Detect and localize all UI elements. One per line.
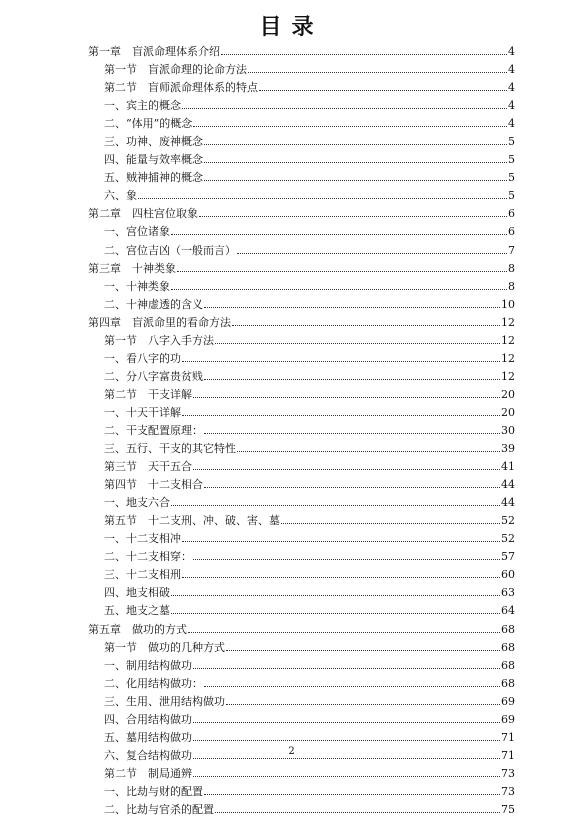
toc-entry-label: 第一节 盲派命理的论命方法: [104, 63, 247, 77]
toc-leader-dots: [221, 54, 507, 55]
toc-entry[interactable]: [0, 61, 583, 79]
toc-leader-dots: [204, 144, 507, 145]
toc-entry-row: [104, 61, 515, 79]
toc-entry[interactable]: [0, 43, 583, 61]
toc-entry[interactable]: [0, 205, 583, 223]
toc-leader-dots: [193, 776, 500, 777]
toc-entry[interactable]: [0, 350, 583, 368]
toc-entry[interactable]: [0, 566, 583, 584]
toc-entry-label: 六、象: [104, 189, 137, 203]
toc-entry-page: 12: [501, 315, 515, 329]
toc-leader-dots: [182, 577, 500, 578]
toc-entry-label: 六、复合结构做功: [104, 748, 192, 762]
toc-entry[interactable]: [0, 368, 583, 386]
toc-entry-page: 20: [501, 405, 515, 419]
toc-entry-label: 二、十二支相穿：: [104, 550, 192, 564]
toc-entry-page: 75: [501, 802, 515, 816]
toc-leader-dots: [281, 523, 500, 524]
toc-entry-row: [104, 801, 515, 819]
toc-entry[interactable]: [0, 223, 583, 241]
toc-entry-row: [104, 566, 515, 584]
toc-entry-row: [104, 494, 515, 512]
toc-entry-row: [104, 584, 515, 602]
toc-entry-page: 6: [508, 225, 515, 239]
toc-leader-dots: [204, 686, 500, 687]
toc-entry-label: 第一节 做功的几种方式: [104, 640, 225, 654]
toc-entry-label: 二、十神虚透的含义: [104, 297, 203, 311]
toc-entry-row: [88, 43, 515, 61]
toc-entry-label: 一、十天干详解: [104, 405, 181, 419]
toc-entry-page: 68: [501, 622, 515, 636]
toc-leader-dots: [204, 307, 500, 308]
toc-entry-page: 69: [501, 712, 515, 726]
toc-entry-page: 5: [508, 189, 515, 203]
toc-leader-dots: [177, 271, 507, 272]
toc-entry[interactable]: [0, 584, 583, 602]
toc-entry-row: [104, 151, 515, 169]
toc-leader-dots: [193, 722, 500, 723]
toc-leader-dots: [248, 72, 507, 73]
toc-entry-label: 二、宫位吉凶（一般而言）: [104, 243, 236, 257]
toc-entry-label: 五、地支之墓: [104, 604, 170, 618]
toc-entry-page: 6: [508, 207, 515, 221]
toc-entry-label: 二、比劫与官杀的配置: [104, 802, 214, 816]
toc-entry-page: 8: [508, 279, 515, 293]
toc-entry-row: [104, 476, 515, 494]
toc-entry[interactable]: [0, 79, 583, 97]
toc-entry-page: 71: [501, 730, 515, 744]
toc-entry-row: [104, 332, 515, 350]
toc-entry-row: [104, 512, 515, 530]
toc-entry-page: 68: [501, 658, 515, 672]
page-title: 目录: [259, 15, 324, 40]
toc-leader-dots: [226, 704, 500, 705]
toc-entry-label: 第一章 盲派命理体系介绍: [88, 45, 220, 58]
toc-leader-dots: [193, 469, 500, 470]
toc-entry[interactable]: [0, 169, 583, 187]
toc-entry[interactable]: [0, 332, 583, 350]
toc-entry-row: [104, 548, 515, 566]
toc-entry-row: [104, 350, 515, 368]
page-number: 2: [288, 746, 295, 757]
toc-entry-label: 第二节 盲师派命理体系的特点: [104, 81, 258, 95]
toc-entry-row: [104, 404, 515, 422]
toc-entry[interactable]: [0, 187, 583, 205]
toc-entry-label: 一、制用结构做功: [104, 658, 192, 672]
toc-entry-page: 4: [508, 63, 515, 77]
toc-entry[interactable]: [0, 765, 583, 783]
toc-entry[interactable]: [0, 783, 583, 801]
toc-entry-label: 一、十神类象: [104, 279, 170, 293]
toc-entry-row: [104, 368, 515, 386]
toc-entry-page: 57: [501, 550, 515, 564]
toc-entry[interactable]: [0, 115, 583, 133]
toc-entry[interactable]: [0, 548, 583, 566]
toc-entry-row: [104, 729, 515, 747]
toc-entry-row: [104, 440, 515, 458]
toc-entry[interactable]: [0, 278, 583, 296]
toc-entry-label: 一、十二支相冲: [104, 532, 181, 546]
toc-entry-page: 44: [501, 478, 515, 492]
toc-entry-label: 五、墓用结构做功: [104, 730, 192, 744]
toc-entry-row: [104, 223, 515, 241]
toc-entry[interactable]: [0, 729, 583, 747]
toc-entry-page: 12: [501, 333, 515, 347]
toc-entry-page: 12: [501, 351, 515, 365]
toc-entry-label: 一、看八字的功: [104, 351, 181, 365]
toc-entry-row: [104, 296, 515, 314]
toc-entry-row: [88, 260, 515, 278]
toc-entry-page: 63: [501, 586, 515, 600]
toc-leader-dots: [171, 595, 500, 596]
toc-entry-label: 二、干支配置原理：: [104, 423, 203, 437]
toc-leader-dots: [182, 361, 500, 362]
toc-entry-label: 三、功神、废神概念: [104, 135, 203, 149]
toc-entry-row: [88, 621, 515, 639]
toc-entry-label: 四、合用结构做功: [104, 712, 192, 726]
toc-leader-dots: [193, 397, 500, 398]
toc-leader-dots: [171, 289, 507, 290]
toc-entry[interactable]: [0, 621, 583, 639]
toc-entry-page: 73: [501, 766, 515, 780]
toc-leader-dots: [182, 415, 500, 416]
toc-entry-row: [88, 205, 515, 223]
toc-entry[interactable]: [0, 639, 583, 657]
toc-leader-dots: [138, 198, 507, 199]
toc-entry-row: [104, 79, 515, 97]
toc-leader-dots: [193, 126, 507, 127]
toc-entry-page: 71: [501, 748, 515, 762]
toc-entry[interactable]: [0, 801, 583, 819]
toc-entry-page: 64: [501, 604, 515, 618]
toc-entry-page: 4: [508, 81, 515, 95]
toc-entry-page: 52: [501, 514, 515, 528]
toc-entry-label: 第二章 四柱宫位取象: [88, 207, 198, 221]
toc-entry-label: 二、化用结构做功：: [104, 676, 203, 690]
toc-entry-row: [104, 675, 515, 693]
toc-entry-label: 第五章 做功的方式: [88, 622, 187, 636]
toc-leader-dots: [204, 487, 500, 488]
toc-leader-dots: [237, 253, 507, 254]
toc-entry[interactable]: [0, 386, 583, 404]
toc-entry[interactable]: [0, 422, 583, 440]
toc-entry[interactable]: [0, 711, 583, 729]
toc-entry-row: [104, 242, 515, 260]
toc-leader-dots: [193, 668, 500, 669]
toc-entry-label: 第三节 天干五合: [104, 460, 192, 474]
toc-leader-dots: [204, 379, 500, 380]
toc-entry-label: 三、十二支相刑: [104, 568, 181, 582]
toc-entry[interactable]: [0, 476, 583, 494]
toc-entry-row: [104, 278, 515, 296]
toc-entry[interactable]: [0, 133, 583, 151]
toc-entry-page: 68: [501, 640, 515, 654]
toc-entry-row: [104, 422, 515, 440]
toc-entry[interactable]: [0, 314, 583, 332]
toc-leader-dots: [232, 325, 500, 326]
toc-entry-page: 4: [508, 117, 515, 131]
toc-entry-label: 四、地支相破: [104, 586, 170, 600]
toc-entry[interactable]: [0, 440, 583, 458]
toc-entry[interactable]: [0, 404, 583, 422]
toc-entry-page: 12: [501, 369, 515, 383]
toc-entry-page: 7: [508, 243, 515, 257]
toc-entry-page: 4: [508, 99, 515, 113]
toc-entry-row: [104, 133, 515, 151]
toc-entry[interactable]: [0, 458, 583, 476]
toc-entry-page: 44: [501, 496, 515, 510]
toc-entry-row: [104, 169, 515, 187]
toc-leader-dots: [226, 650, 500, 651]
toc-entry-page: 8: [508, 261, 515, 275]
toc-entry[interactable]: [0, 530, 583, 548]
toc-entry-page: 60: [501, 568, 515, 582]
toc-entry-page: 73: [501, 784, 515, 798]
toc-leader-dots: [259, 90, 507, 91]
toc-entry-row: [104, 602, 515, 620]
toc-entry-row: [104, 765, 515, 783]
toc-entry[interactable]: [0, 242, 583, 260]
toc-entry[interactable]: [0, 675, 583, 693]
toc-entry-row: [104, 115, 515, 133]
toc-entry-page: 39: [501, 442, 515, 456]
toc-entry-page: 10: [501, 297, 515, 311]
toc-entry-page: 68: [501, 676, 515, 690]
toc-entry-page: 5: [508, 135, 515, 149]
toc-leader-dots: [171, 505, 500, 506]
toc-entry[interactable]: [0, 97, 583, 115]
toc-entry-label: 第二节 制局通辨: [104, 766, 192, 780]
toc-leader-dots: [204, 433, 500, 434]
toc-entry[interactable]: [0, 657, 583, 675]
toc-entry-page: 4: [508, 45, 515, 58]
toc-entry-row: [104, 657, 515, 675]
toc-entry-page: 41: [501, 460, 515, 474]
toc-entry[interactable]: [0, 260, 583, 278]
toc-entry-row: [104, 693, 515, 711]
toc-entry-page: 20: [501, 387, 515, 401]
toc-entry-label: 三、五行、干支的其它特性: [104, 442, 236, 456]
toc-entry-row: [104, 783, 515, 801]
toc-leader-dots: [204, 162, 507, 163]
toc-leader-dots: [204, 794, 500, 795]
toc-entry-page: 5: [508, 171, 515, 185]
toc-entry-row: [104, 639, 515, 657]
toc-leader-dots: [215, 343, 500, 344]
toc-entry-row: [104, 458, 515, 476]
toc-entry-label: 第四节 十二支相合: [104, 478, 203, 492]
toc-entry-label: 一、宫位诸象: [104, 225, 170, 239]
toc-entry-label: 一、比劫与财的配置: [104, 784, 203, 798]
toc-entry[interactable]: [0, 512, 583, 530]
table-of-contents: [0, 43, 583, 819]
toc-leader-dots: [193, 740, 500, 741]
toc-entry-row: [104, 97, 515, 115]
toc-entry-label: 第三章 十神类象: [88, 261, 176, 275]
toc-entry[interactable]: [0, 494, 583, 512]
toc-entry-row: [104, 711, 515, 729]
toc-entry-page: 5: [508, 153, 515, 167]
toc-entry-label: 四、能量与效率概念: [104, 153, 203, 167]
toc-leader-dots: [237, 451, 500, 452]
toc-leader-dots: [215, 812, 500, 813]
toc-entry-label: 第一节 八字入手方法: [104, 333, 214, 347]
toc-entry[interactable]: [0, 296, 583, 314]
toc-leader-dots: [171, 613, 500, 614]
toc-leader-dots: [204, 180, 507, 181]
toc-entry-label: 一、宾主的概念: [104, 99, 181, 113]
toc-entry-page: 30: [501, 423, 515, 437]
toc-entry-label: 第二节 干支详解: [104, 387, 192, 401]
toc-entry[interactable]: [0, 602, 583, 620]
toc-entry-page: 52: [501, 532, 515, 546]
toc-entry[interactable]: [0, 693, 583, 711]
toc-leader-dots: [182, 541, 500, 542]
toc-entry-label: 第五节 十二支刑、冲、破、害、墓: [104, 514, 280, 528]
toc-leader-dots: [171, 234, 507, 235]
toc-entry-label: 五、贼神捕神的概念: [104, 171, 203, 185]
toc-leader-dots: [193, 758, 500, 759]
toc-leader-dots: [199, 216, 507, 217]
toc-entry-page: 69: [501, 694, 515, 708]
toc-leader-dots: [182, 108, 507, 109]
toc-entry-label: 三、生用、泄用结构做功: [104, 694, 225, 708]
toc-entry-label: 二、分八字富贵贫贱: [104, 369, 203, 383]
toc-entry-label: 第四章 盲派命里的看命方法: [88, 315, 231, 329]
toc-entry-label: 二、“体用”的概念: [104, 117, 193, 131]
toc-leader-dots: [188, 632, 500, 633]
toc-entry[interactable]: [0, 151, 583, 169]
toc-entry-row: [88, 314, 515, 332]
toc-entry-label: 一、地支六合: [104, 496, 170, 510]
toc-entry-row: [104, 386, 515, 404]
toc-entry-row: [104, 530, 515, 548]
toc-entry-row: [104, 187, 515, 205]
toc-leader-dots: [193, 559, 500, 560]
